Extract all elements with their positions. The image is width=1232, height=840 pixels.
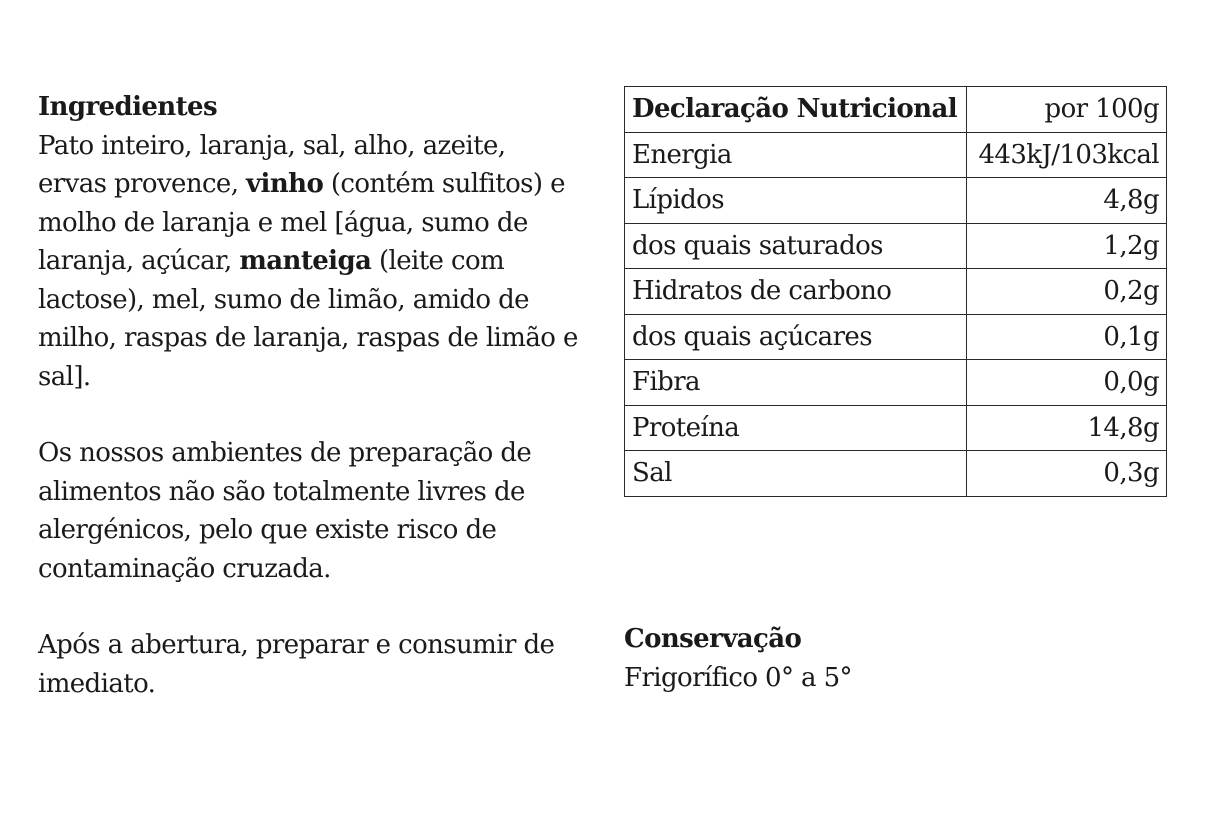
nutrient-value: 0,3g <box>967 451 1167 497</box>
table-row <box>625 360 1167 406</box>
nutrient-value: 0,2g <box>967 269 1167 315</box>
nutrient-label: dos quais açúcares <box>625 314 967 360</box>
allergen-wine: vinho <box>246 169 324 199</box>
nutrient-value: 14,8g <box>967 405 1167 451</box>
conservation-heading: Conservação <box>624 624 802 654</box>
left-column <box>38 88 578 703</box>
nutrient-label: Fibra <box>625 360 967 406</box>
table-row <box>625 223 1167 269</box>
nutrient-label: Sal <box>625 451 967 497</box>
nutrient-label: Proteína <box>625 405 967 451</box>
opening-instructions: Após a abertura, preparar e consumir de imediato. <box>38 630 555 699</box>
nutrient-label: dos quais saturados <box>625 223 967 269</box>
conservation-block <box>624 620 852 697</box>
table-row <box>625 178 1167 224</box>
nutrient-value: 1,2g <box>967 223 1167 269</box>
nutrient-value: 0,0g <box>967 360 1167 406</box>
ingredients-block <box>38 88 578 396</box>
table-row <box>625 451 1167 497</box>
nutrient-value: 443kJ/103kcal <box>967 132 1167 178</box>
allergen-butter: manteiga <box>239 246 372 276</box>
table-row <box>625 405 1167 451</box>
nutrient-value: 4,8g <box>967 178 1167 224</box>
nutrient-label: Lípidos <box>625 178 967 224</box>
nutrient-label: Hidratos de carbono <box>625 269 967 315</box>
table-row <box>625 314 1167 360</box>
nutrition-title: Declaração Nutricional <box>625 87 967 133</box>
allergen-notice: Os nossos ambientes de preparação de alimentos não são totalmente livres de alergénicos, pelo que existe risco de contaminação cruzada. <box>38 438 532 584</box>
nutrition-table <box>624 86 1167 497</box>
nutrient-label: Energia <box>625 132 967 178</box>
table-row <box>625 132 1167 178</box>
ingredients-heading: Ingredientes <box>38 92 217 122</box>
ingredients-text: Pato inteiro, laranja, sal, alho, azeite, ervas provence, <box>38 130 506 199</box>
conservation-text: Frigorífico 0° a 5° <box>624 662 852 693</box>
ingredients-text: (contém sulfitos) e molho de laranja e mel [água, sumo de laranja, açúcar, <box>38 169 565 276</box>
table-row <box>625 269 1167 315</box>
ingredients-text: (leite com lactose), mel, sumo de limão, amido de milho, raspas de laranja, raspas de limão e sal]. <box>38 246 578 392</box>
nutrient-value: 0,1g <box>967 314 1167 360</box>
nutrition-header-row <box>625 87 1167 133</box>
nutrition-unit: por 100g <box>967 87 1167 133</box>
